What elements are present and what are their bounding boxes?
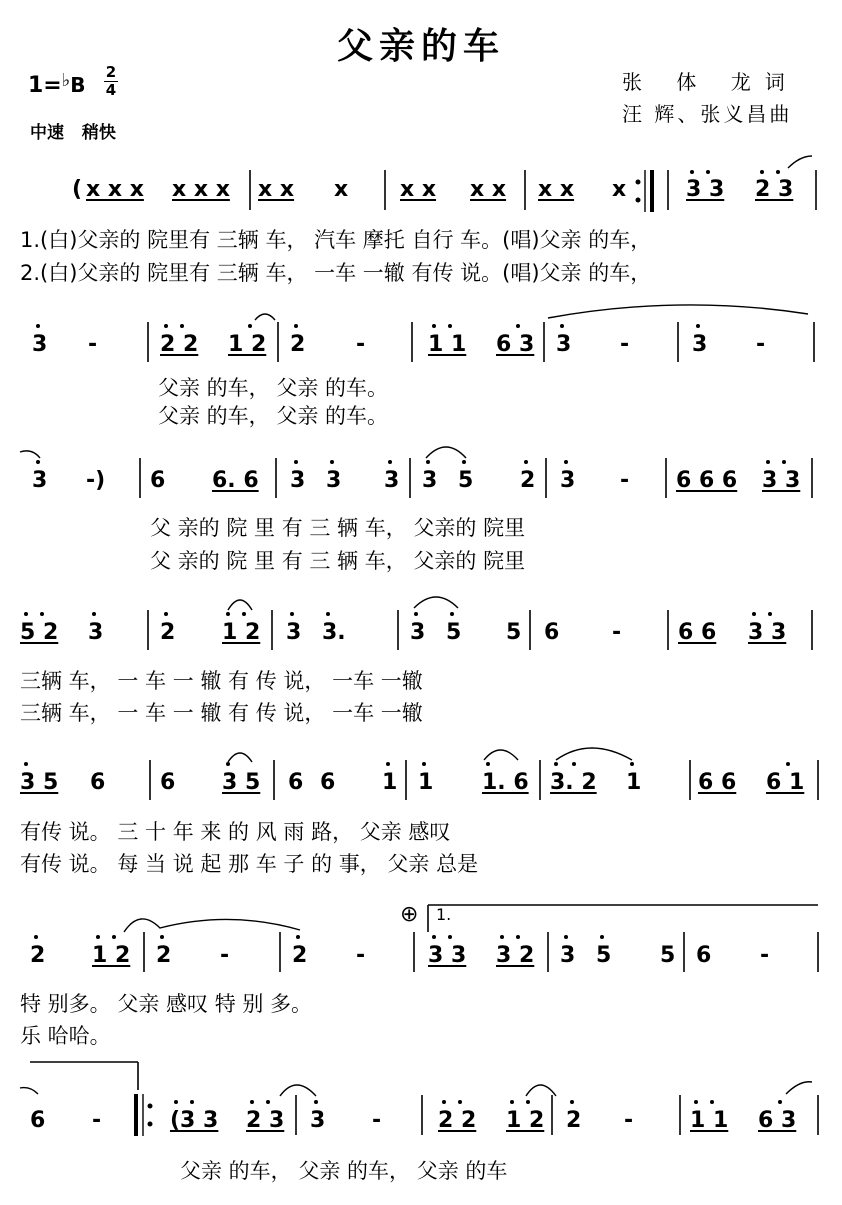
repeat-barlines (134, 170, 654, 1136)
note-group: 1 1 (428, 332, 467, 357)
note: - (356, 943, 366, 968)
note-group: 5 2 (20, 620, 59, 645)
note-group: 6 3 (496, 332, 535, 357)
note-group: 6 3 (758, 1108, 797, 1133)
lyric-line-2: 2.(白)父亲的 院里有 三辆 车， 一车 一辙 有传 说。(唱)父亲 的车， (20, 261, 652, 285)
note: 1 (626, 770, 642, 795)
lyricist-credit: 张 体 龙词 (622, 70, 799, 94)
note: - (620, 468, 630, 493)
note-group: 1 1 (690, 1108, 729, 1133)
note: 5 (458, 468, 474, 493)
note: - (92, 1108, 102, 1133)
note-group: 6 1 (766, 770, 805, 795)
note: 3 (32, 332, 48, 357)
note: - (88, 332, 98, 357)
lyric-line-1: 父 亲的 院 里 有 三 辆 车， 父亲的 院里 (150, 516, 526, 540)
bar-lines (30, 170, 818, 1135)
note-group: 2 2 (160, 332, 199, 357)
note: 2 (566, 1108, 582, 1133)
note-group: 6 6 6 (676, 468, 738, 493)
note: x (334, 177, 349, 202)
note: 6 (288, 770, 304, 795)
note-group: 3 3 (748, 620, 787, 645)
note-group: x x (400, 177, 437, 202)
note-group: (3 3 (170, 1108, 219, 1133)
note: 6 (544, 620, 560, 645)
note: 2 (30, 943, 46, 968)
note: 3 (556, 332, 572, 357)
note-group: 3 3 (762, 468, 801, 493)
tempo-marking: 中速 稍快 (30, 123, 116, 143)
note: 5 (596, 943, 612, 968)
lyric-line-2: 父亲 的车， 父亲 的车。 (158, 404, 389, 428)
lyric-line-1: 有传 说。 三 十 年 来 的 风 雨 路， 父亲 感叹 (20, 820, 451, 844)
key-label: 1= (28, 73, 62, 98)
note: x (612, 177, 627, 202)
note: 3 (422, 468, 438, 493)
lyric-line-1: 三辆 车， 一 车 一 辙 有 传 说， 一车 一辙 (20, 669, 423, 693)
note: 3 (286, 620, 302, 645)
note: 6 (320, 770, 336, 795)
note: 3 (692, 332, 708, 357)
note: 3 (32, 468, 48, 493)
note-group: 3 3 (686, 177, 725, 202)
note-group: 2 2 (438, 1108, 477, 1133)
note: 3. (322, 620, 346, 645)
coda-icon: ⊕ (400, 902, 419, 927)
lyric-line-1: 父亲 的车， 父亲 的车。 (158, 376, 389, 400)
note: 2 (156, 943, 172, 968)
octave-dots (24, 170, 790, 1104)
note-group: x x (470, 177, 507, 202)
note: - (760, 943, 770, 968)
note: - (624, 1108, 634, 1133)
note: 3 (88, 620, 104, 645)
note-group: 6 6 (678, 620, 717, 645)
flat-sign: ♭ (61, 70, 71, 91)
note: -) (86, 468, 106, 493)
meter-bottom: 4 (105, 81, 117, 99)
slurs (20, 156, 812, 1096)
note-paren: ( (72, 177, 83, 202)
note-group: 3 2 (496, 943, 535, 968)
song-title: 父亲的车 (336, 26, 505, 67)
note: 2 (290, 332, 306, 357)
note: 5 (660, 943, 676, 968)
note: - (756, 332, 766, 357)
lyric-line-2: 父 亲的 院 里 有 三 辆 车， 父亲的 院里 (150, 549, 526, 573)
key-note: B (70, 73, 86, 97)
note-group: 2 3 (755, 177, 794, 202)
note: - (372, 1108, 382, 1133)
note: 3 (560, 468, 576, 493)
note-group: x x (258, 177, 295, 202)
note-group: x x (538, 177, 575, 202)
lyric-line-1: 特 别多。 父亲 感叹 特 别 多。 (20, 992, 313, 1016)
note: 3 (410, 620, 426, 645)
note-group: 3. 2 (550, 770, 597, 795)
note: 3 (310, 1108, 326, 1133)
note-group: x x x (172, 177, 230, 202)
note: 3 (290, 468, 306, 493)
note: 6 (160, 770, 176, 795)
note: 2 (292, 943, 308, 968)
note-group: 1. 6 (482, 770, 529, 795)
note: 6 (150, 468, 166, 493)
meter-top: 2 (105, 63, 117, 81)
note: 3 (384, 468, 400, 493)
note: 6 (696, 943, 712, 968)
lyric-line-2: 有传 说。 每 当 说 起 那 车 子 的 事， 父亲 总是 (20, 852, 479, 876)
note-group: 3 3 (428, 943, 467, 968)
note-group: 3 5 (20, 770, 59, 795)
note: - (620, 332, 630, 357)
lyric-line-1: 1.(白)父亲的 院里有 三辆 车， 汽车 摩托 自行 车。(唱)父亲 的车， (20, 228, 652, 252)
note-group: x x x (86, 177, 144, 202)
note-group: 1 2 (228, 332, 267, 357)
note: 6 (90, 770, 106, 795)
note: 5 (506, 620, 522, 645)
note: 5 (446, 620, 462, 645)
note: 3 (560, 943, 576, 968)
composer-credit: 汪 辉、张义昌曲 (622, 102, 793, 126)
note-group: 3 5 (222, 770, 261, 795)
note: 2 (160, 620, 176, 645)
lyric-line-1: 父亲 的车， 父亲 的车， 父亲 的车 (180, 1159, 508, 1183)
note: - (612, 620, 622, 645)
note: 1 (418, 770, 434, 795)
lyric-line-2: 乐 哈哈。 (20, 1024, 111, 1048)
note-group: 1 2 (92, 943, 131, 968)
note: 2 (520, 468, 536, 493)
note-group: 1 2 (506, 1108, 545, 1133)
note: 1 (382, 770, 398, 795)
lyric-line-2: 三辆 车， 一 车 一 辙 有 传 说， 一车 一辙 (20, 701, 423, 725)
note: - (220, 943, 230, 968)
note-group: 6. 6 (212, 468, 259, 493)
volta-label: 1. (436, 905, 452, 924)
note-group: 6 6 (698, 770, 737, 795)
note: - (356, 332, 366, 357)
note-group: 1 2 (222, 620, 261, 645)
note-group: 2 3 (246, 1108, 285, 1133)
note: 3 (326, 468, 342, 493)
note: 6 (30, 1108, 46, 1133)
